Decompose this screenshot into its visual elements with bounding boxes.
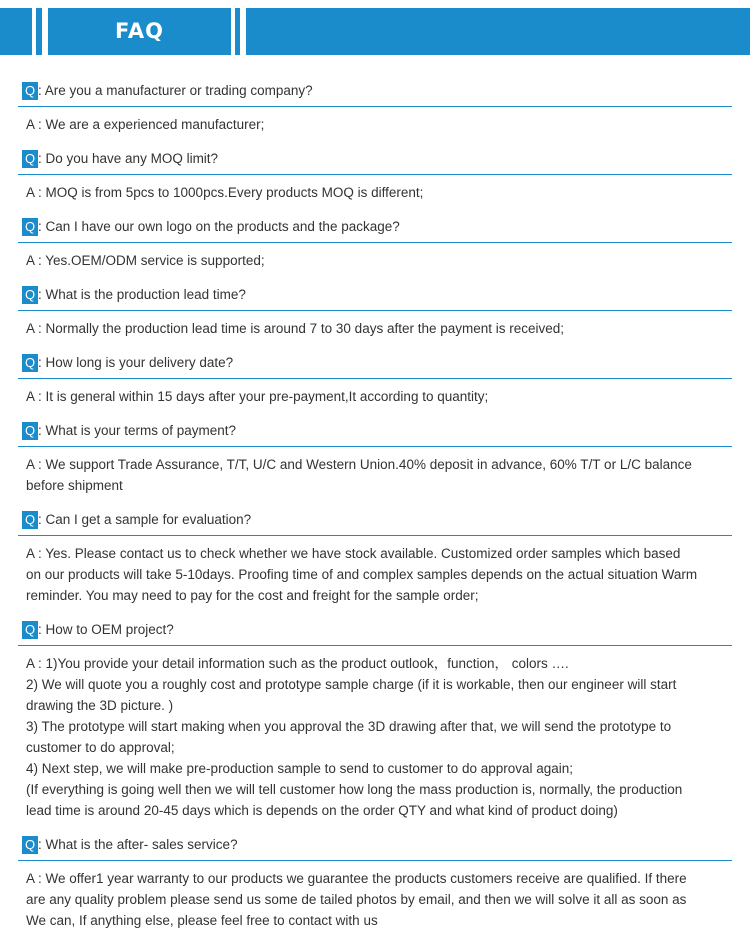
answer-line: A : Normally the production lead time is around 7 to 30 days after the payment is received; bbox=[26, 321, 565, 336]
question-text: : What is your terms of payment? bbox=[38, 423, 237, 438]
answer-line: We can, If anything else, please feel free to contact with us bbox=[26, 913, 378, 928]
banner-stripe bbox=[36, 8, 42, 55]
faq-list bbox=[18, 80, 732, 931]
question-badge: Q bbox=[22, 511, 38, 529]
question-text: : Do you have any MOQ limit? bbox=[38, 151, 219, 166]
faq-question bbox=[18, 420, 732, 447]
answer-line: A : 1)You provide your detail information such as the product outlook，function， colors …. bbox=[26, 656, 569, 671]
faq-item bbox=[18, 216, 732, 271]
question-text: : Can I get a sample for evaluation? bbox=[38, 512, 252, 527]
answer-line: 4) Next step, we will make pre-production sample to send to customer to do approval again; bbox=[26, 761, 574, 776]
question-badge: Q bbox=[22, 836, 38, 854]
answer-line: A : It is general within 15 days after your pre-payment,It according to quantity; bbox=[26, 389, 489, 404]
question-text: : How to OEM project? bbox=[38, 622, 174, 637]
faq-question bbox=[18, 148, 732, 175]
question-badge: Q bbox=[22, 218, 38, 236]
answer-line: customer to do approval; bbox=[26, 740, 175, 755]
faq-item bbox=[18, 80, 732, 135]
question-badge: Q bbox=[22, 150, 38, 168]
faq-question bbox=[18, 834, 732, 861]
answer-line: before shipment bbox=[26, 478, 123, 493]
answer-line: A : We support Trade Assurance, T/T, U/C and Western Union.40% deposit in advance, 60% T/T or L/C balance bbox=[26, 457, 692, 472]
question-badge: Q bbox=[22, 422, 38, 440]
faq-answer bbox=[18, 243, 732, 271]
answer-line: A : MOQ is from 5pcs to 1000pcs.Every products MOQ is different; bbox=[26, 185, 424, 200]
faq-answer bbox=[18, 107, 732, 135]
question-badge: Q bbox=[22, 354, 38, 372]
answer-line: are any quality problem please send us some de tailed photos by email, and then we will solve it all as soon as bbox=[26, 892, 687, 907]
answer-line: A : We are a experienced manufacturer; bbox=[26, 117, 265, 132]
faq-item bbox=[18, 834, 732, 931]
answer-line: (If everything is going well then we will tell customer how long the mass production is, normally, the production bbox=[26, 782, 683, 797]
faq-answer bbox=[18, 175, 732, 203]
faq-question bbox=[18, 509, 732, 536]
answer-line: A : We offer1 year warranty to our products we guarantee the products customers receive are qualified. If there bbox=[26, 871, 687, 886]
faq-item bbox=[18, 420, 732, 496]
answer-line: 3) The prototype will start making when you approval the 3D drawing after that, we will send the prototype to bbox=[26, 719, 672, 734]
question-badge: Q bbox=[22, 286, 38, 304]
page-title: FAQ bbox=[114, 19, 165, 43]
answer-line: 2) We will quote you a roughly cost and prototype sample charge (if it is workable, then our engineer will start bbox=[26, 677, 677, 692]
faq-banner bbox=[0, 8, 750, 55]
question-text: : How long is your delivery date? bbox=[38, 355, 234, 370]
answer-line: drawing the 3D picture. ) bbox=[26, 698, 174, 713]
answer-line: lead time is around 20-45 days which is depends on the order QTY and what kind of product doing) bbox=[26, 803, 618, 818]
answer-line: A : Yes.OEM/ODM service is supported; bbox=[26, 253, 265, 268]
faq-answer bbox=[18, 536, 732, 606]
banner-stripe bbox=[246, 8, 750, 55]
faq-question bbox=[18, 284, 732, 311]
question-text: : Are you a manufacturer or trading company? bbox=[38, 83, 313, 98]
question-badge: Q bbox=[22, 82, 38, 100]
faq-question bbox=[18, 619, 732, 646]
faq-answer bbox=[18, 447, 732, 496]
faq-item bbox=[18, 148, 732, 203]
faq-item bbox=[18, 352, 732, 407]
answer-line: on our products will take 5-10days. Proofing time of and complex samples depends on the actual situation Warm bbox=[26, 567, 698, 582]
faq-answer bbox=[18, 861, 732, 931]
faq-item bbox=[18, 509, 732, 606]
banner-stripe bbox=[0, 8, 32, 55]
question-text: : What is the production lead time? bbox=[38, 287, 246, 302]
answer-line: A : Yes. Please contact us to check whether we have stock available. Customized order samples which based bbox=[26, 546, 681, 561]
question-badge: Q bbox=[22, 621, 38, 639]
faq-item bbox=[18, 619, 732, 821]
question-text: : Can I have our own logo on the products and the package? bbox=[38, 219, 400, 234]
faq-answer bbox=[18, 646, 732, 821]
faq-answer bbox=[18, 311, 732, 339]
faq-question bbox=[18, 80, 732, 107]
faq-answer bbox=[18, 379, 732, 407]
question-text: : What is the after- sales service? bbox=[38, 837, 238, 852]
banner-stripe bbox=[235, 8, 240, 55]
answer-line: reminder. You may need to pay for the cost and freight for the sample order; bbox=[26, 588, 479, 603]
faq-question bbox=[18, 352, 732, 379]
faq-question bbox=[18, 216, 732, 243]
faq-item bbox=[18, 284, 732, 339]
